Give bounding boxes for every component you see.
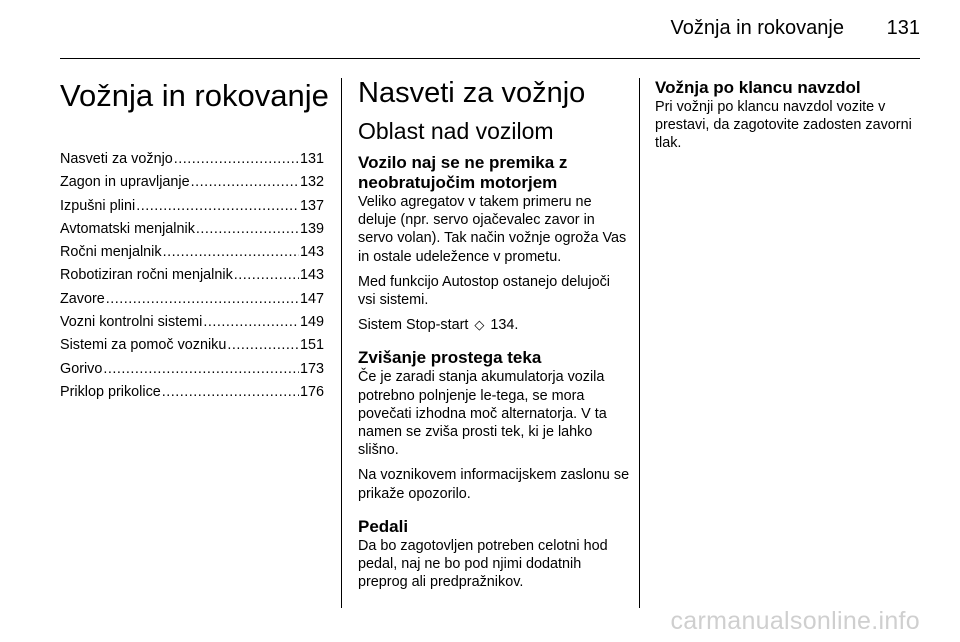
reference-arrow-icon: ◇ bbox=[474, 317, 485, 333]
toc-item-label: Sistemi za pomoč vozniku bbox=[60, 337, 227, 354]
toc-item-label: Avtomatski menjalnik bbox=[60, 220, 195, 237]
toc-item-label: Robotiziran ročni menjalnik bbox=[60, 267, 233, 284]
toc-item[interactable] bbox=[60, 381, 324, 404]
block-paragraph: Med funkcijo Autostop ostanejo delujoči vsi sistemi. bbox=[358, 273, 610, 309]
block-heading: Zvišanje prostega teka bbox=[358, 348, 542, 368]
toc-item-page: 143 bbox=[299, 267, 324, 284]
toc-item-label: Zagon in upravljanje bbox=[60, 174, 190, 191]
cross-reference[interactable] bbox=[358, 316, 630, 334]
toc-item-label: Nasveti za vožnjo bbox=[60, 151, 173, 167]
block-heading: Pedali bbox=[358, 516, 409, 536]
reference-page: 134. bbox=[490, 317, 519, 334]
reference-label: Sistem Stop-start bbox=[358, 317, 469, 334]
header-rule bbox=[60, 58, 920, 59]
toc-item-page: 131 bbox=[299, 151, 324, 167]
chapter-title: Vožnja in rokovanje bbox=[60, 78, 329, 113]
block-heading: Vozilo naj se ne premika z neobratujočim motorjem bbox=[358, 153, 568, 192]
toc-item[interactable] bbox=[60, 311, 324, 334]
table-of-contents bbox=[60, 148, 324, 404]
section-title: Nasveti za vožnjo bbox=[358, 77, 586, 109]
toc-item[interactable] bbox=[60, 148, 324, 171]
block-heading: Vožnja po klancu navzdol bbox=[655, 78, 861, 97]
toc-item-page: 137 bbox=[299, 197, 324, 214]
block-paragraph: Na voznikovem informacijskem zaslonu se prikaže opozorilo. bbox=[358, 467, 630, 502]
toc-item-page: 176 bbox=[299, 383, 324, 400]
column-divider bbox=[639, 78, 640, 608]
block-paragraph: Da bo zagotovljen potreben celotni hod pedal, naj ne bo pod njimi dodatnih preprog ali predpražnikov. bbox=[358, 537, 608, 591]
page-header bbox=[0, 0, 960, 62]
toc-item-label: Izpušni plini bbox=[60, 197, 136, 214]
toc-item[interactable] bbox=[60, 358, 324, 381]
block-paragraph: Pri vožnji po klancu navzdol vozite v prestavi, da zagotovite zadosten zavorni tlak. bbox=[655, 99, 912, 152]
toc-item-page: 151 bbox=[299, 337, 324, 354]
toc-item-page: 173 bbox=[299, 360, 324, 377]
toc-item-label: Ročni menjalnik bbox=[60, 244, 162, 261]
toc-item-label: Vozni kontrolni sistemi bbox=[60, 314, 203, 331]
watermark: carmanualsonline.info bbox=[670, 607, 920, 635]
section-column bbox=[358, 78, 630, 598]
toc-item-page: 143 bbox=[299, 244, 324, 261]
toc-item-page: 149 bbox=[299, 314, 324, 331]
toc-item[interactable] bbox=[60, 218, 324, 241]
toc-item[interactable] bbox=[60, 264, 324, 287]
toc-item-label: Zavore bbox=[60, 290, 105, 307]
toc-item[interactable] bbox=[60, 334, 324, 357]
toc-item[interactable] bbox=[60, 171, 324, 194]
page-number: 131 bbox=[886, 17, 920, 39]
toc-item[interactable] bbox=[60, 288, 324, 311]
toc-item-label: Gorivo bbox=[60, 360, 103, 377]
toc-item-label: Priklop prikolice bbox=[60, 383, 161, 400]
toc-item[interactable] bbox=[60, 195, 324, 218]
toc-item-page: 132 bbox=[299, 174, 324, 191]
toc-item-page: 139 bbox=[299, 220, 324, 237]
block-paragraph: Če je zaradi stanja akumulatorja vozila potrebno polnjenje le-tega, se mora povečati izhodna moč alternatorja. V ta namen se zviša prosti tek, ki je lahko slišno. bbox=[358, 369, 607, 459]
toc-item-page: 147 bbox=[299, 290, 324, 307]
column-divider bbox=[341, 78, 342, 608]
continuation-column bbox=[655, 78, 925, 160]
running-header-title: Vožnja in rokovanje bbox=[670, 17, 844, 39]
block-paragraph: Veliko agregatov v takem primeru ne deluje (npr. servo ojačevalec zavor in servo volan). Tak način vožnje ogroža Vas in ostale udeležence v prometu. bbox=[358, 194, 627, 265]
section-subtitle: Oblast nad vozilom bbox=[358, 118, 554, 144]
toc-item[interactable] bbox=[60, 241, 324, 264]
chapter-column bbox=[60, 78, 329, 404]
